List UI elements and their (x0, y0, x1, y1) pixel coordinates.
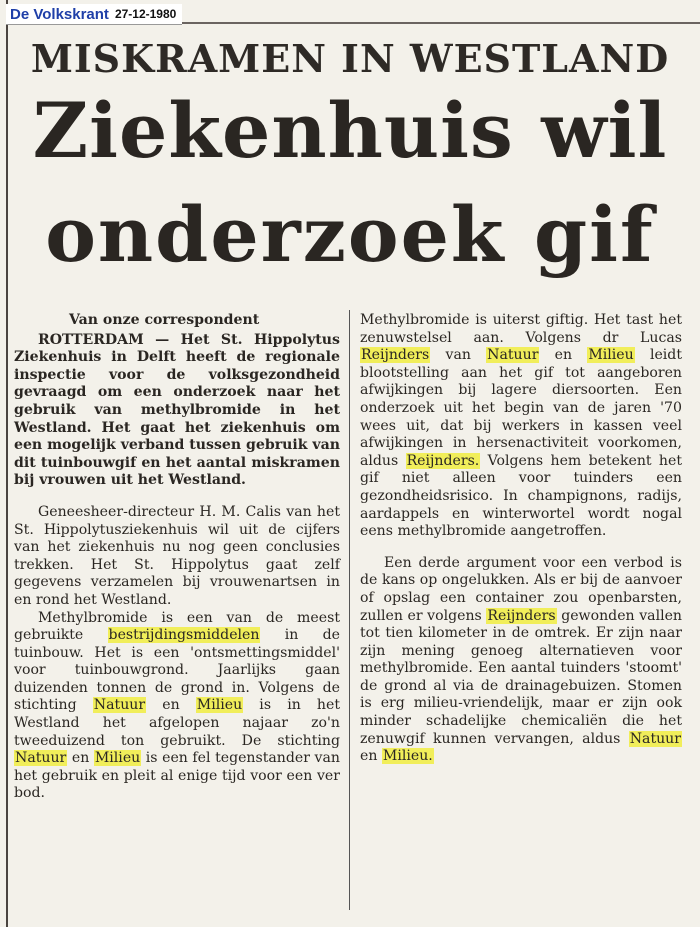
source-name: De Volkskrant (10, 5, 109, 23)
lead-paragraph: ROTTERDAM — Het St. Hippolytus Ziekenhuis in Delft heeft de regionale inspectie voor de volksgezondheid gevraagd om een onderzoek naar het gebruik van methylbromide in het Westland. Het gaat het ziekenhuis om een mogelijk verband tussen gebruik van dit tuinbouwgif en het aantal miskramen bij vrouwen uit het Westland. (14, 331, 340, 489)
highlight: Natuur (487, 347, 539, 364)
paragraph-4: Methylbromide is uiterst giftig. Het tast het zenuwstelsel aan. Volgens dr Lucas Reijnders van Natuur en Milieu leidt blootstelling aan het gif tot aangeboren afwijkingen bij lagere diersoorten. Een onderzoek uit het begin van de jaren '70 wees uit, dat bij werkers in kassen veel afwijkingen in hersenactiviteit voorkomen, aldus Reijnders. Volgens hem betekent het gif niet alleen voor tuinders een gezondheidsrisico. In champignons, radijs, aardappels en winterwortel wordt nogal eens methylbromide aangetroffen. (360, 312, 682, 540)
source-date: 27-12-1980 (114, 7, 177, 21)
byline: Van onze correspondent (69, 312, 260, 328)
highlight: Milieu (196, 697, 243, 714)
column-divider (349, 310, 350, 910)
highlight: Natuur (93, 697, 146, 714)
highlight: Natuur (15, 750, 67, 767)
column-right (360, 312, 682, 766)
column-left (14, 312, 340, 803)
headline-line-1: Ziekenhuis wil (32, 86, 668, 175)
highlight: bestrijdingsmiddelen (108, 627, 260, 644)
kicker-headline: MISKRAMEN IN WESTLAND (30, 36, 670, 81)
highlight: Milieu. (382, 748, 433, 765)
highlight: Natuur (629, 730, 681, 747)
highlight: Reijnders (487, 607, 556, 624)
paragraph-2: Geneesheer-directeur H. M. Calis van het St. Hippolytusziekenhuis wil uit de cijfers van het ziekenhuis nu nog geen conclusies trekken. Het St. Hippolytus gaat zelf gegevens verzamelen bij vrouwenartsen in en rond het Westland. (14, 503, 340, 608)
headline-line-2: onderzoek gif (45, 190, 655, 279)
source-tag (6, 4, 182, 25)
highlight: Reijnders (361, 347, 430, 364)
highlight: Milieu (588, 347, 634, 364)
paragraph-5: Een derde argument voor een verbod is de kans op ongelukken. Als er bij de aanvoer of opslag een container zou openbarsten, zullen er volgens Reijnders gewonden vallen tot tien kilometer in de omtrek. Er zijn naar zijn mening genoeg alternatieven voor methylbromide. Een aantal tuinders 'stoomt' de grond al via de drainagebuizen. Stomen is erg milieu-vriendelijk, maar er zijn ook minder schadelijke chemicaliën die het zenuwgif kunnen vervangen, aldus Natuur en Milieu. (360, 554, 682, 765)
paragraph-3: Methylbromide is een van de meest gebruikte bestrijdingsmiddelen in de tuinbouw. Het is een 'ontsmettingsmiddel' voor tuinbouwgrond. Jaarlijks gaan duizenden tonnen de grond in. Volgens de stichting Natuur en Milieu is in het Westland het afgelopen najaar zo'n tweeduizend ton gebruikt. De stichting Natuur en Milieu is een fel tegenstander van het gebruik en pleit al enige tijd voor een ver bod. (14, 609, 340, 802)
highlight: Reijnders. (406, 452, 480, 469)
highlight: Milieu (94, 750, 141, 767)
